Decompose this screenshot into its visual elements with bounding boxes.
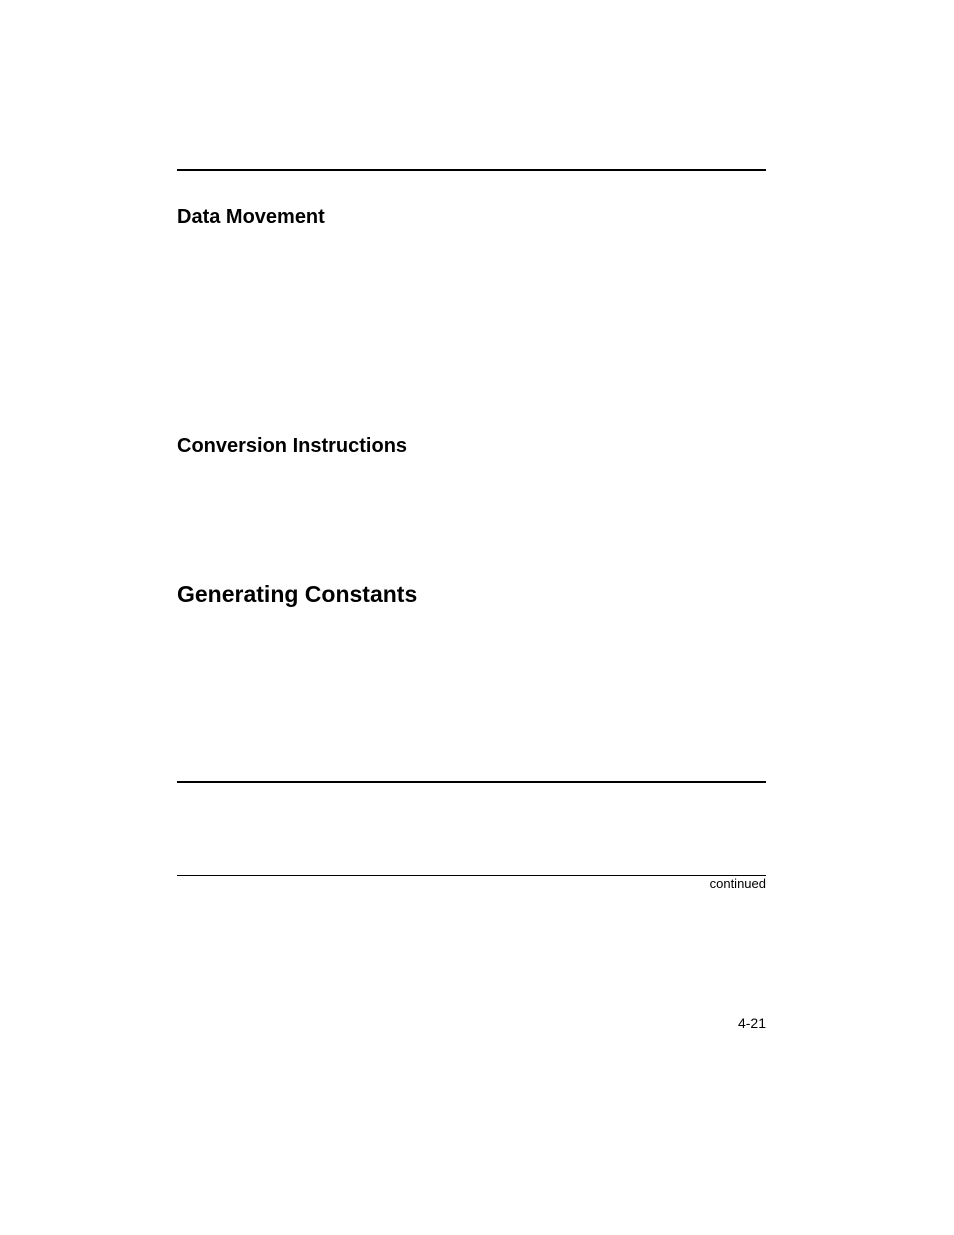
table-end-rule — [177, 875, 766, 876]
middle-rule — [177, 781, 766, 783]
section-heading-conversion-instructions: Conversion Instructions — [177, 435, 408, 457]
continued-label: continued — [709, 876, 766, 891]
section-heading-data-movement: Data Movement — [177, 206, 325, 228]
page-number: 4-21 — [737, 1015, 766, 1031]
section-heading-generating-constants: Generating Constants — [177, 581, 418, 607]
top-rule — [177, 169, 766, 171]
